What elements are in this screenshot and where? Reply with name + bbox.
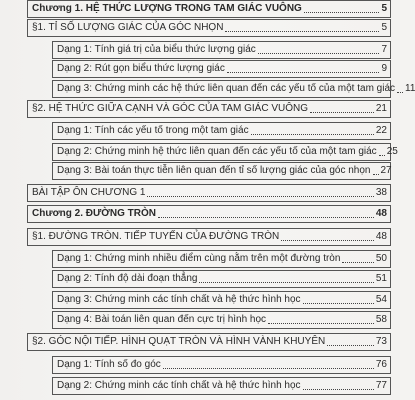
toc-item-2-1-3[interactable] [52,291,391,309]
toc-row-page: 77 [375,380,387,391]
toc-row-title: Dạng 1: Chứng minh nhiều điểm cùng nằm trên một đường tròn [57,253,341,264]
toc-row-page: 50 [375,253,387,264]
toc-row-page: 54 [375,294,387,305]
toc-item-2-2-1[interactable] [52,356,391,374]
dotted-leader [304,11,380,13]
toc-row-title: Dạng 2: Chứng minh các tính chất và hệ thức hình học [57,380,301,391]
toc-row-title: Dạng 3: Chứng minh các hệ thức liên quan đến các yếu tố của một tam giác [57,83,396,94]
toc-row-title: §2. HỆ THỨC GIỮA CẠNH VÀ GÓC CỦA TAM GIÁC VUÔNG [32,103,309,114]
toc-row-page: 11 [405,83,415,94]
toc-chapter-1[interactable] [27,0,391,18]
dotted-leader [327,344,374,346]
dotted-leader [225,30,379,32]
toc-row-page: 22 [375,125,387,136]
toc-row-title: Dạng 4: Bài toán liên quan đến cực trị hình học [57,314,267,325]
toc-review-chapter-1[interactable] [27,184,391,202]
dotted-leader [303,302,374,304]
dotted-leader [281,239,374,241]
toc-row-page: 48 [375,231,387,242]
toc-row-title: Chương 2. ĐƯỜNG TRÒN [32,208,156,219]
dotted-leader [379,154,385,156]
toc-row-page: 25 [386,146,398,157]
toc-row-page: 76 [375,359,387,370]
toc-item-1-1-1[interactable] [52,41,391,59]
dotted-leader [147,195,373,197]
toc-item-1-2-3[interactable] [52,162,391,180]
toc-section-1-2[interactable] [27,100,391,118]
dotted-leader [199,281,373,283]
toc-row-title: Dạng 3: Bài toán thực tiễn liên quan đến tỉ số lượng giác của góc nhọn [57,165,371,176]
toc-row-page: 7 [381,44,387,55]
toc-row-title: §1. TỈ SỐ LƯỢNG GIÁC CỦA GÓC NHỌN [32,22,224,33]
toc-row-title: Dạng 3: Chứng minh các tính chất và hệ thức hình học [57,294,301,305]
dotted-leader [342,261,373,263]
toc-item-1-2-2[interactable] [52,143,398,161]
dotted-leader [303,388,374,390]
toc-row-page: 5 [381,22,387,33]
toc-section-2-1[interactable] [27,228,391,246]
dotted-leader [373,173,379,175]
dotted-leader [251,133,374,135]
dotted-leader [258,52,380,54]
dotted-leader [397,91,403,93]
toc-row-title: Chương 1. HỆ THỨC LƯỢNG TRONG TAM GIÁC VUÔNG [32,3,302,14]
toc-item-1-1-3[interactable] [52,80,415,98]
toc-item-2-1-1[interactable] [52,250,391,268]
toc-row-page: 38 [375,187,387,198]
toc-row-title: §1. ĐƯỜNG TRÒN. TIẾP TUYẾN CỦA ĐƯỜNG TRÒN [32,231,280,242]
dotted-leader [158,216,374,218]
toc-row-page: 21 [375,103,387,114]
toc-row-title: §2. GÓC NỘI TIẾP. HÌNH QUẠT TRÒN VÀ HÌNH VÀNH KHUYÊN [32,336,326,347]
toc-row-title: BÀI TẬP ÔN CHƯƠNG 1 [32,187,146,198]
toc-item-2-2-2[interactable] [52,377,391,395]
toc-section-1-1[interactable] [27,19,391,37]
toc-chapter-2[interactable] [27,205,391,223]
toc-row-page: 48 [375,208,387,219]
toc-row-page: 9 [381,63,387,74]
toc-row-title: Dạng 1: Tính các yếu tố trong một tam giác [57,125,249,136]
toc-row-page: 51 [375,273,387,284]
toc-row-page: 5 [381,3,387,14]
toc-section-2-2[interactable] [27,333,391,351]
toc-item-1-1-2[interactable] [52,60,391,78]
toc-row-title: Dạng 1: Tính giá trị của biểu thức lượng giác [57,44,256,55]
toc-row-title: Dạng 2: Rút gọn biểu thức lượng giác [57,63,225,74]
dotted-leader [268,322,374,324]
toc-row-page: 58 [375,314,387,325]
toc-item-1-2-1[interactable] [52,122,391,140]
toc-row-title: Dạng 2: Tính độ dài đoạn thẳng [57,273,198,284]
dotted-leader [227,71,380,73]
toc-row-title: Dạng 1: Tính số đo góc [57,359,161,370]
dotted-leader [163,367,374,369]
toc-item-2-1-4[interactable] [52,311,391,329]
toc-item-2-1-2[interactable] [52,270,391,288]
toc-row-title: Dạng 2: Chứng minh hệ thức liên quan đến các yếu tố của một tam giác [57,146,377,157]
dotted-leader [310,111,374,113]
toc-row-page: 73 [375,336,387,347]
toc-row-page: 27 [380,165,392,176]
